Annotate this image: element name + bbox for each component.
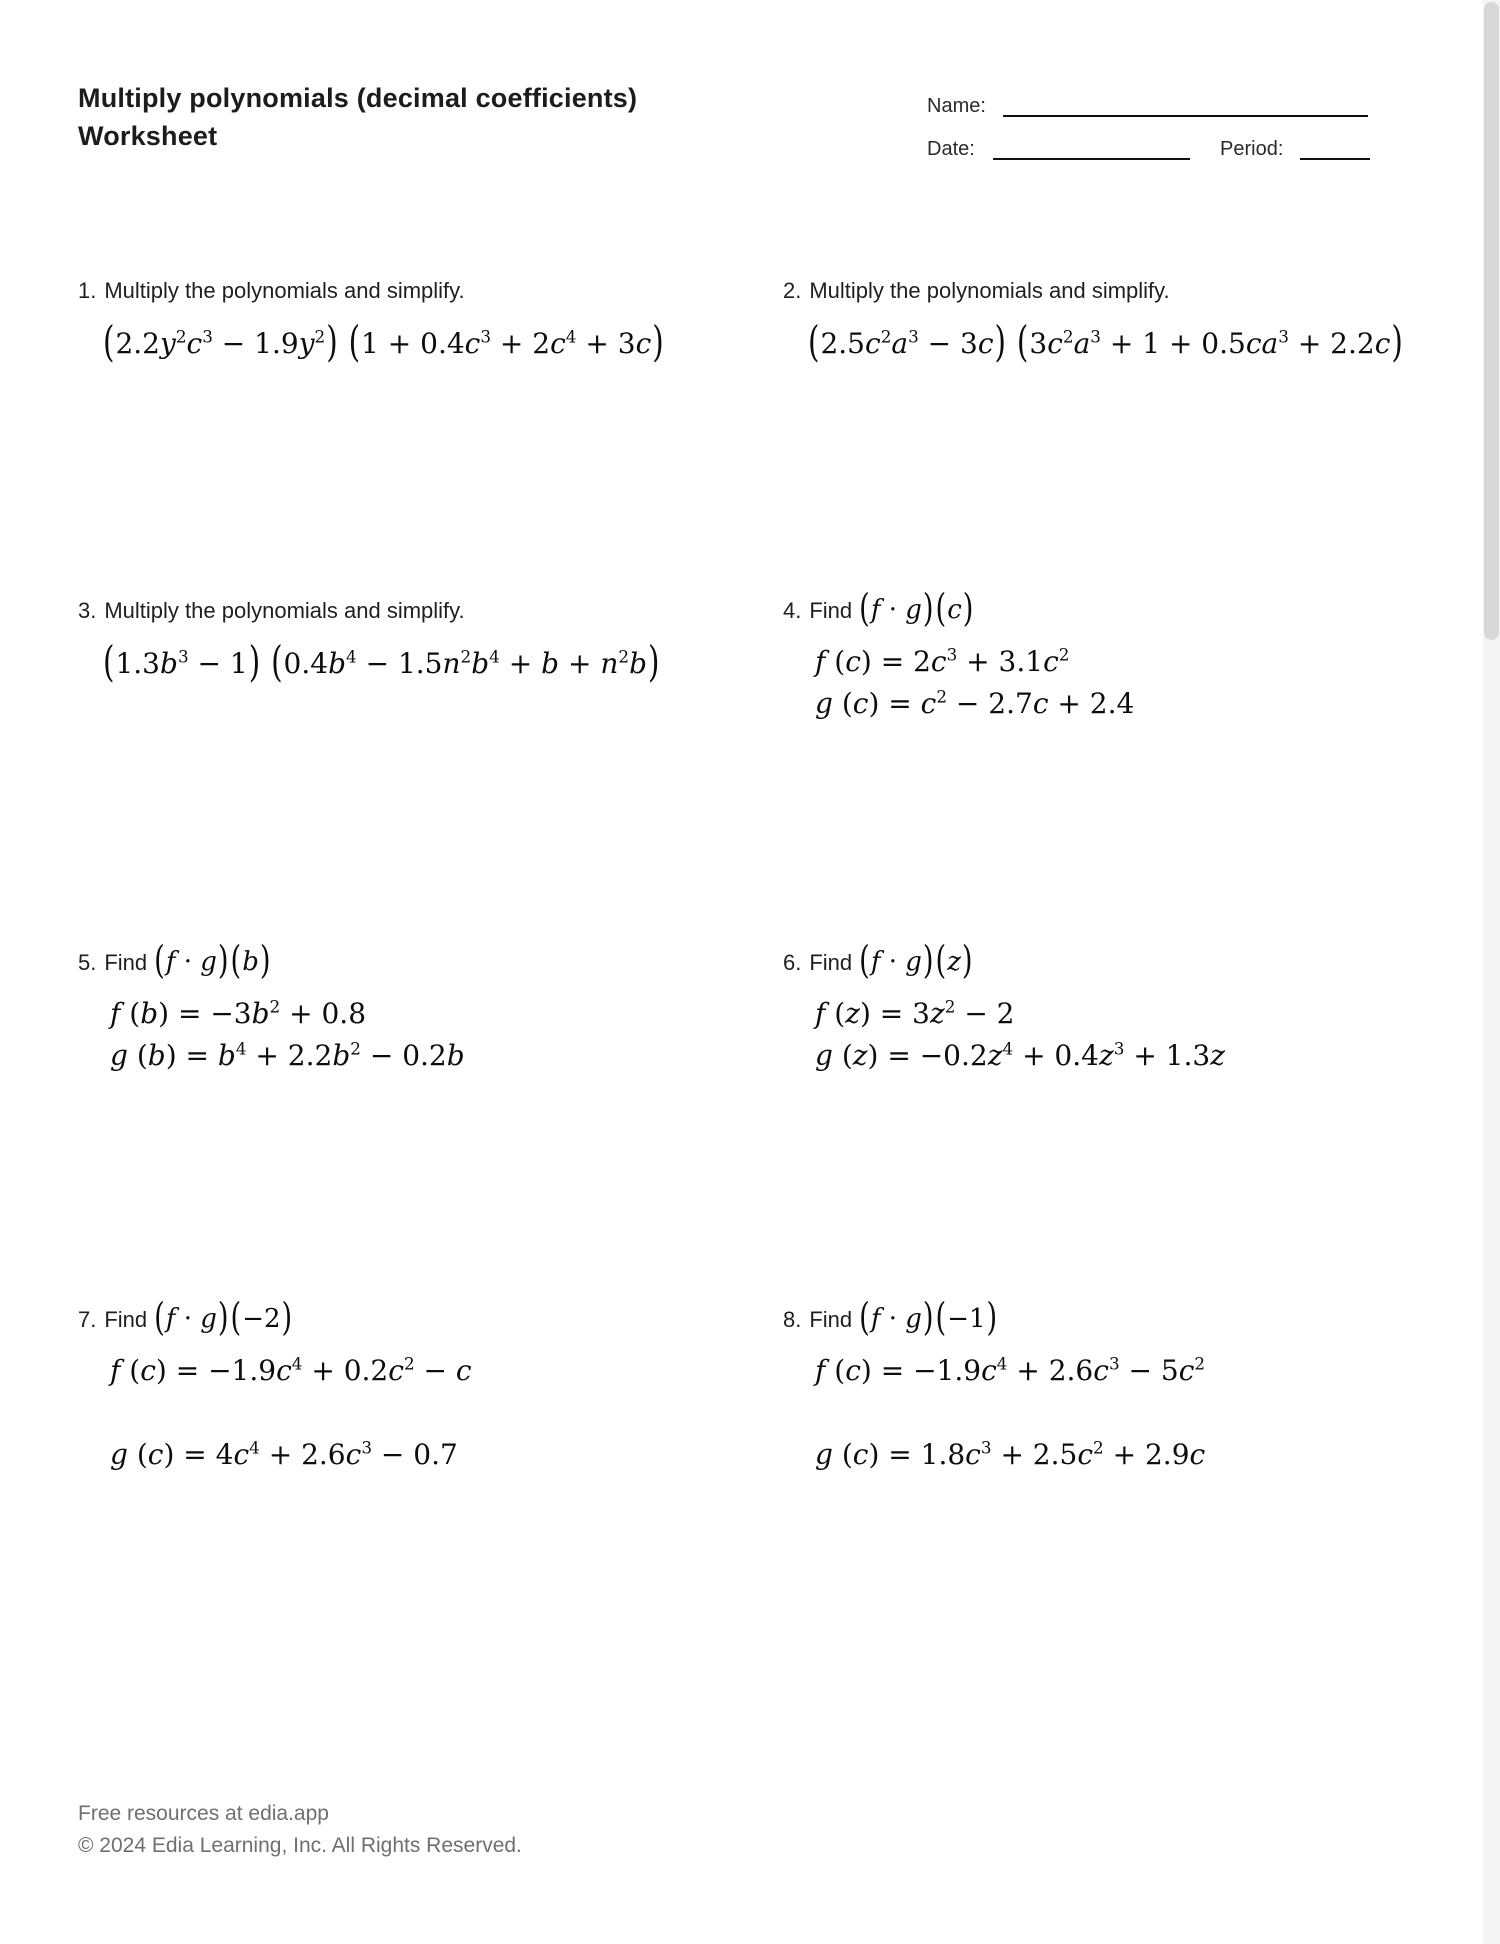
problem-prompt: 5. Find (f · g)(b)	[78, 938, 271, 983]
fn-f-line: f $(c) = 2c^3 + 3.1c^2$	[815, 644, 1070, 678]
fn-f-line: f $(z) = 3z^2 - 2$	[815, 996, 1015, 1030]
find-expression: (f · g)(c)	[859, 586, 974, 631]
footer-resources-text: Free resources at edia.app	[78, 1802, 329, 1825]
problem-prompt: 1. Multiply the polynomials and simplify.	[78, 278, 465, 303]
scrollbar-track[interactable]	[1483, 0, 1500, 1944]
problem-6	[783, 938, 1225, 1077]
problem-2	[783, 278, 1404, 371]
period-line	[1300, 158, 1370, 160]
problem-number: 3.	[78, 598, 97, 623]
problem-8	[783, 1295, 1206, 1476]
date-label: Date:	[927, 138, 975, 160]
problem-1	[78, 278, 665, 371]
problem-number: 8.	[783, 1307, 802, 1332]
fn-f-line: f $(c) = -1.9c^4 + 2.6c^3 - 5c^2$	[815, 1353, 1206, 1387]
problem-expression: $(2.2y^2c^3 - 1.9y^2) (1 + 0.4c^3 + 2c^4 + 3c)$	[103, 317, 664, 367]
problem-3	[78, 598, 660, 691]
problem-4	[783, 586, 1135, 725]
fn-g-line: g $(c) = c^2 - 2.7c + 2.4$	[815, 686, 1135, 720]
find-expression: (f · g)(z)	[859, 938, 973, 983]
copyright-text: © 2024 Edia Learning, Inc. All Rights Reserved.	[78, 1834, 522, 1857]
scrollbar-thumb[interactable]	[1484, 2, 1499, 640]
fn-g-line: g $(z) = -0.2z^4 + 0.4z^3 + 1.3z$	[815, 1038, 1225, 1072]
problem-number: 7.	[78, 1307, 97, 1332]
problem-number: 4.	[783, 598, 802, 623]
problem-number: 2.	[783, 278, 802, 303]
fn-f-line: f $(b) = -3b^2 + 0.8$	[110, 996, 367, 1030]
problem-number: 5.	[78, 950, 97, 975]
problem-prompt: 4. Find (f · g)(c)	[783, 586, 974, 631]
fn-g-line: g $(c) = 4c^4 + 2.6c^3 - 0.7$	[110, 1437, 458, 1471]
problem-7	[78, 1295, 472, 1476]
problem-prompt: 7. Find (f · g)(−2)	[78, 1295, 293, 1340]
fn-g-line: g $(b) = b^4 + 2.2b^2 - 0.2b$	[110, 1038, 465, 1072]
find-expression: (f · g)(−2)	[154, 1295, 293, 1340]
problem-expression: $(2.5c^2a^3 - 3c) (3c^2a^3 + 1 + 0.5ca^3 + 2.2c)$	[808, 317, 1403, 367]
problem-number: 6.	[783, 950, 802, 975]
fn-f-line: f $(c) = -1.9c^4 + 0.2c^2 - c$	[110, 1353, 472, 1387]
problem-prompt: 6. Find (f · g)(z)	[783, 938, 973, 983]
name-line	[1003, 115, 1368, 117]
problem-5	[78, 938, 465, 1077]
problem-prompt: 3. Multiply the polynomials and simplify.	[78, 598, 465, 623]
fn-g-line: g $(c) = 1.8c^3 + 2.5c^2 + 2.9c$	[815, 1437, 1206, 1471]
page-subtitle: Worksheet	[78, 121, 218, 151]
problem-prompt: 8. Find (f · g)(−1)	[783, 1295, 998, 1340]
name-label: Name:	[927, 95, 986, 117]
period-label: Period:	[1220, 138, 1284, 160]
find-expression: (f · g)(b)	[154, 938, 271, 983]
date-line	[993, 158, 1190, 160]
page-title: Multiply polynomials (decimal coefficients)	[78, 83, 638, 113]
problem-prompt: 2. Multiply the polynomials and simplify.	[783, 278, 1170, 303]
find-expression: (f · g)(−1)	[859, 1295, 998, 1340]
problem-number: 1.	[78, 278, 97, 303]
problem-expression: $(1.3b^3 - 1) (0.4b^4 - 1.5n^2b^4 + b + n^2b)$	[103, 637, 660, 687]
